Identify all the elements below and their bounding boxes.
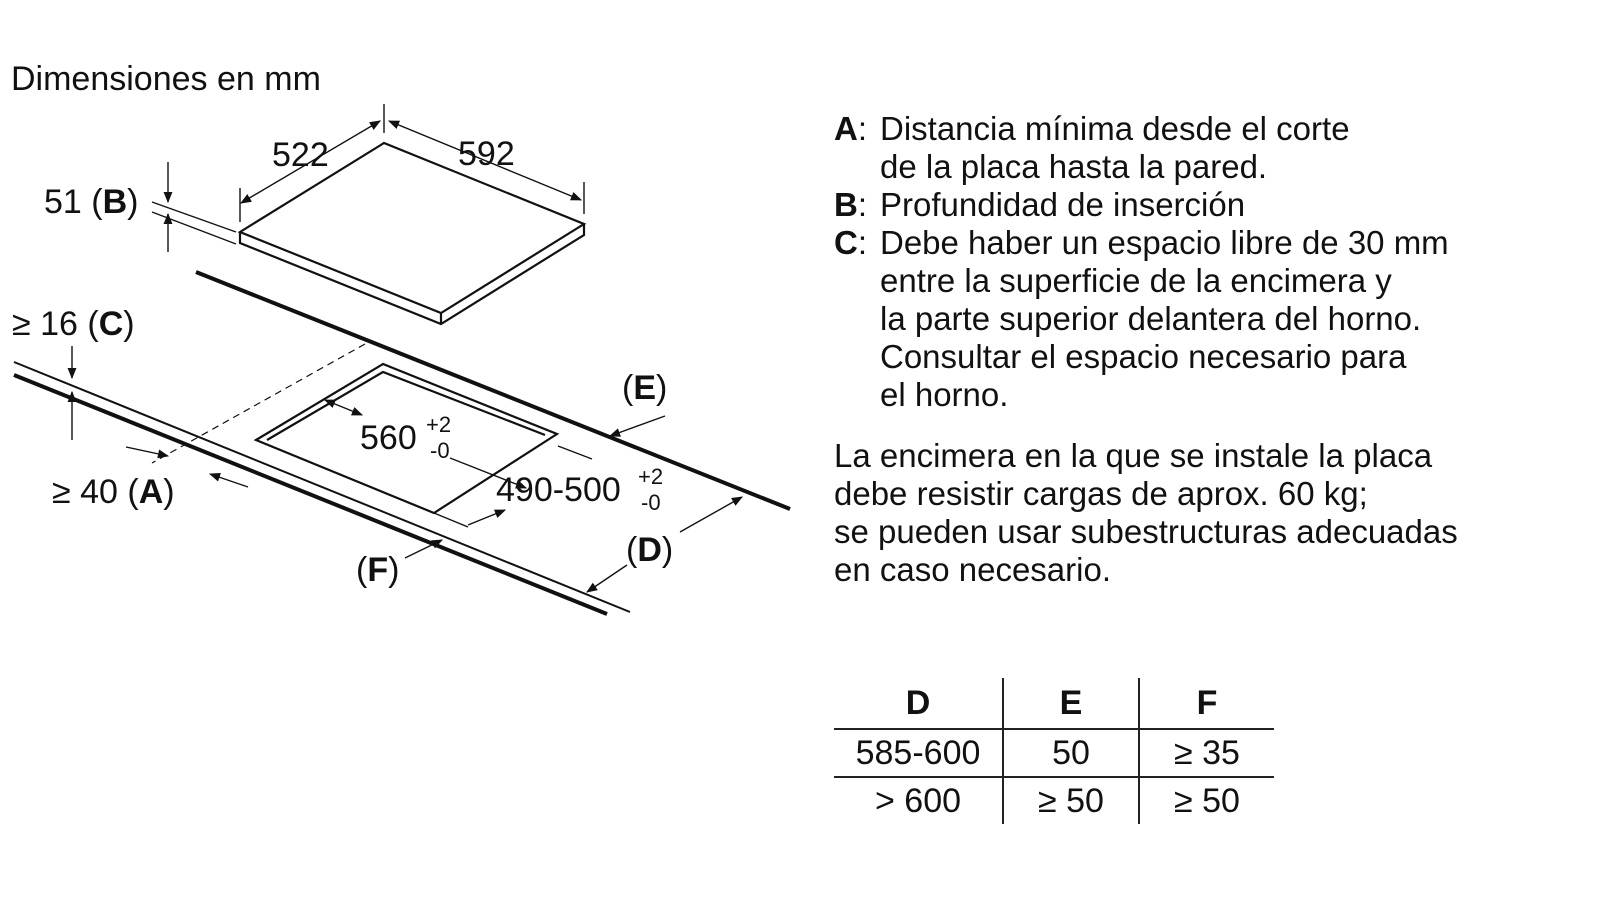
diagram-title: Dimensiones en mm (11, 60, 321, 98)
table-cell: 585-600 (834, 729, 1003, 777)
legend-key: A: (834, 110, 868, 147)
svg-text:490-500: 490-500 (496, 471, 621, 509)
legend-text: Distancia mínima desde el corte de la placa hasta la pared. (880, 110, 1350, 185)
table-cell: 50 (1003, 729, 1139, 777)
table-cell: ≥ 50 (1174, 781, 1240, 820)
label-e: (E) (622, 369, 668, 407)
front-gap-label: ≥ 16 (C) (12, 305, 135, 343)
svg-text:+2: +2 (426, 412, 452, 437)
legend-item-c (834, 224, 1574, 414)
table-row (834, 729, 1274, 777)
svg-text:-0: -0 (641, 490, 661, 515)
table-header-row (834, 678, 1274, 729)
svg-text:-0: -0 (430, 438, 450, 463)
label-f: (F) (356, 551, 400, 589)
table-cell: > 600 (834, 777, 1003, 824)
table-header: D (834, 678, 1003, 729)
legend (834, 110, 1574, 414)
hob-width-label: 522 (272, 136, 329, 174)
label-d: (D) (626, 531, 674, 569)
legend-item-a (834, 110, 1574, 186)
legend-item-b (834, 186, 1574, 224)
table-header: F (1139, 678, 1274, 729)
table-cell: ≥ 50 (1003, 777, 1139, 824)
cutout-width-label (360, 412, 451, 463)
legend-key: C: (834, 224, 868, 261)
table-row (834, 777, 1274, 824)
insertion-depth-label: 51 (B) (44, 183, 139, 221)
hob-depth-label: 592 (458, 135, 515, 173)
svg-text:560: 560 (360, 419, 417, 457)
cutout-depth-label (496, 464, 663, 515)
svg-text:+2: +2 (638, 464, 664, 489)
table-header: E (1003, 678, 1139, 729)
load-note: La encimera en la que se instale la placa debe resistir cargas de aprox. 60 kg; se pueden usar subestructuras adecuadas en caso necesario. (834, 437, 1458, 588)
legend-text: Debe haber un espacio libre de 30 mm entre la superficie de la encimera y la parte superior delantera del horno. Consultar el espacio necesario para el horno. (880, 224, 1449, 413)
legend-text: Profundidad de inserción (880, 186, 1246, 223)
edge-distance-label: ≥ 40 (A) (52, 473, 175, 511)
legend-key: B: (834, 186, 868, 223)
clearance-table (834, 678, 1274, 824)
table-cell: ≥ 35 (1139, 729, 1274, 777)
